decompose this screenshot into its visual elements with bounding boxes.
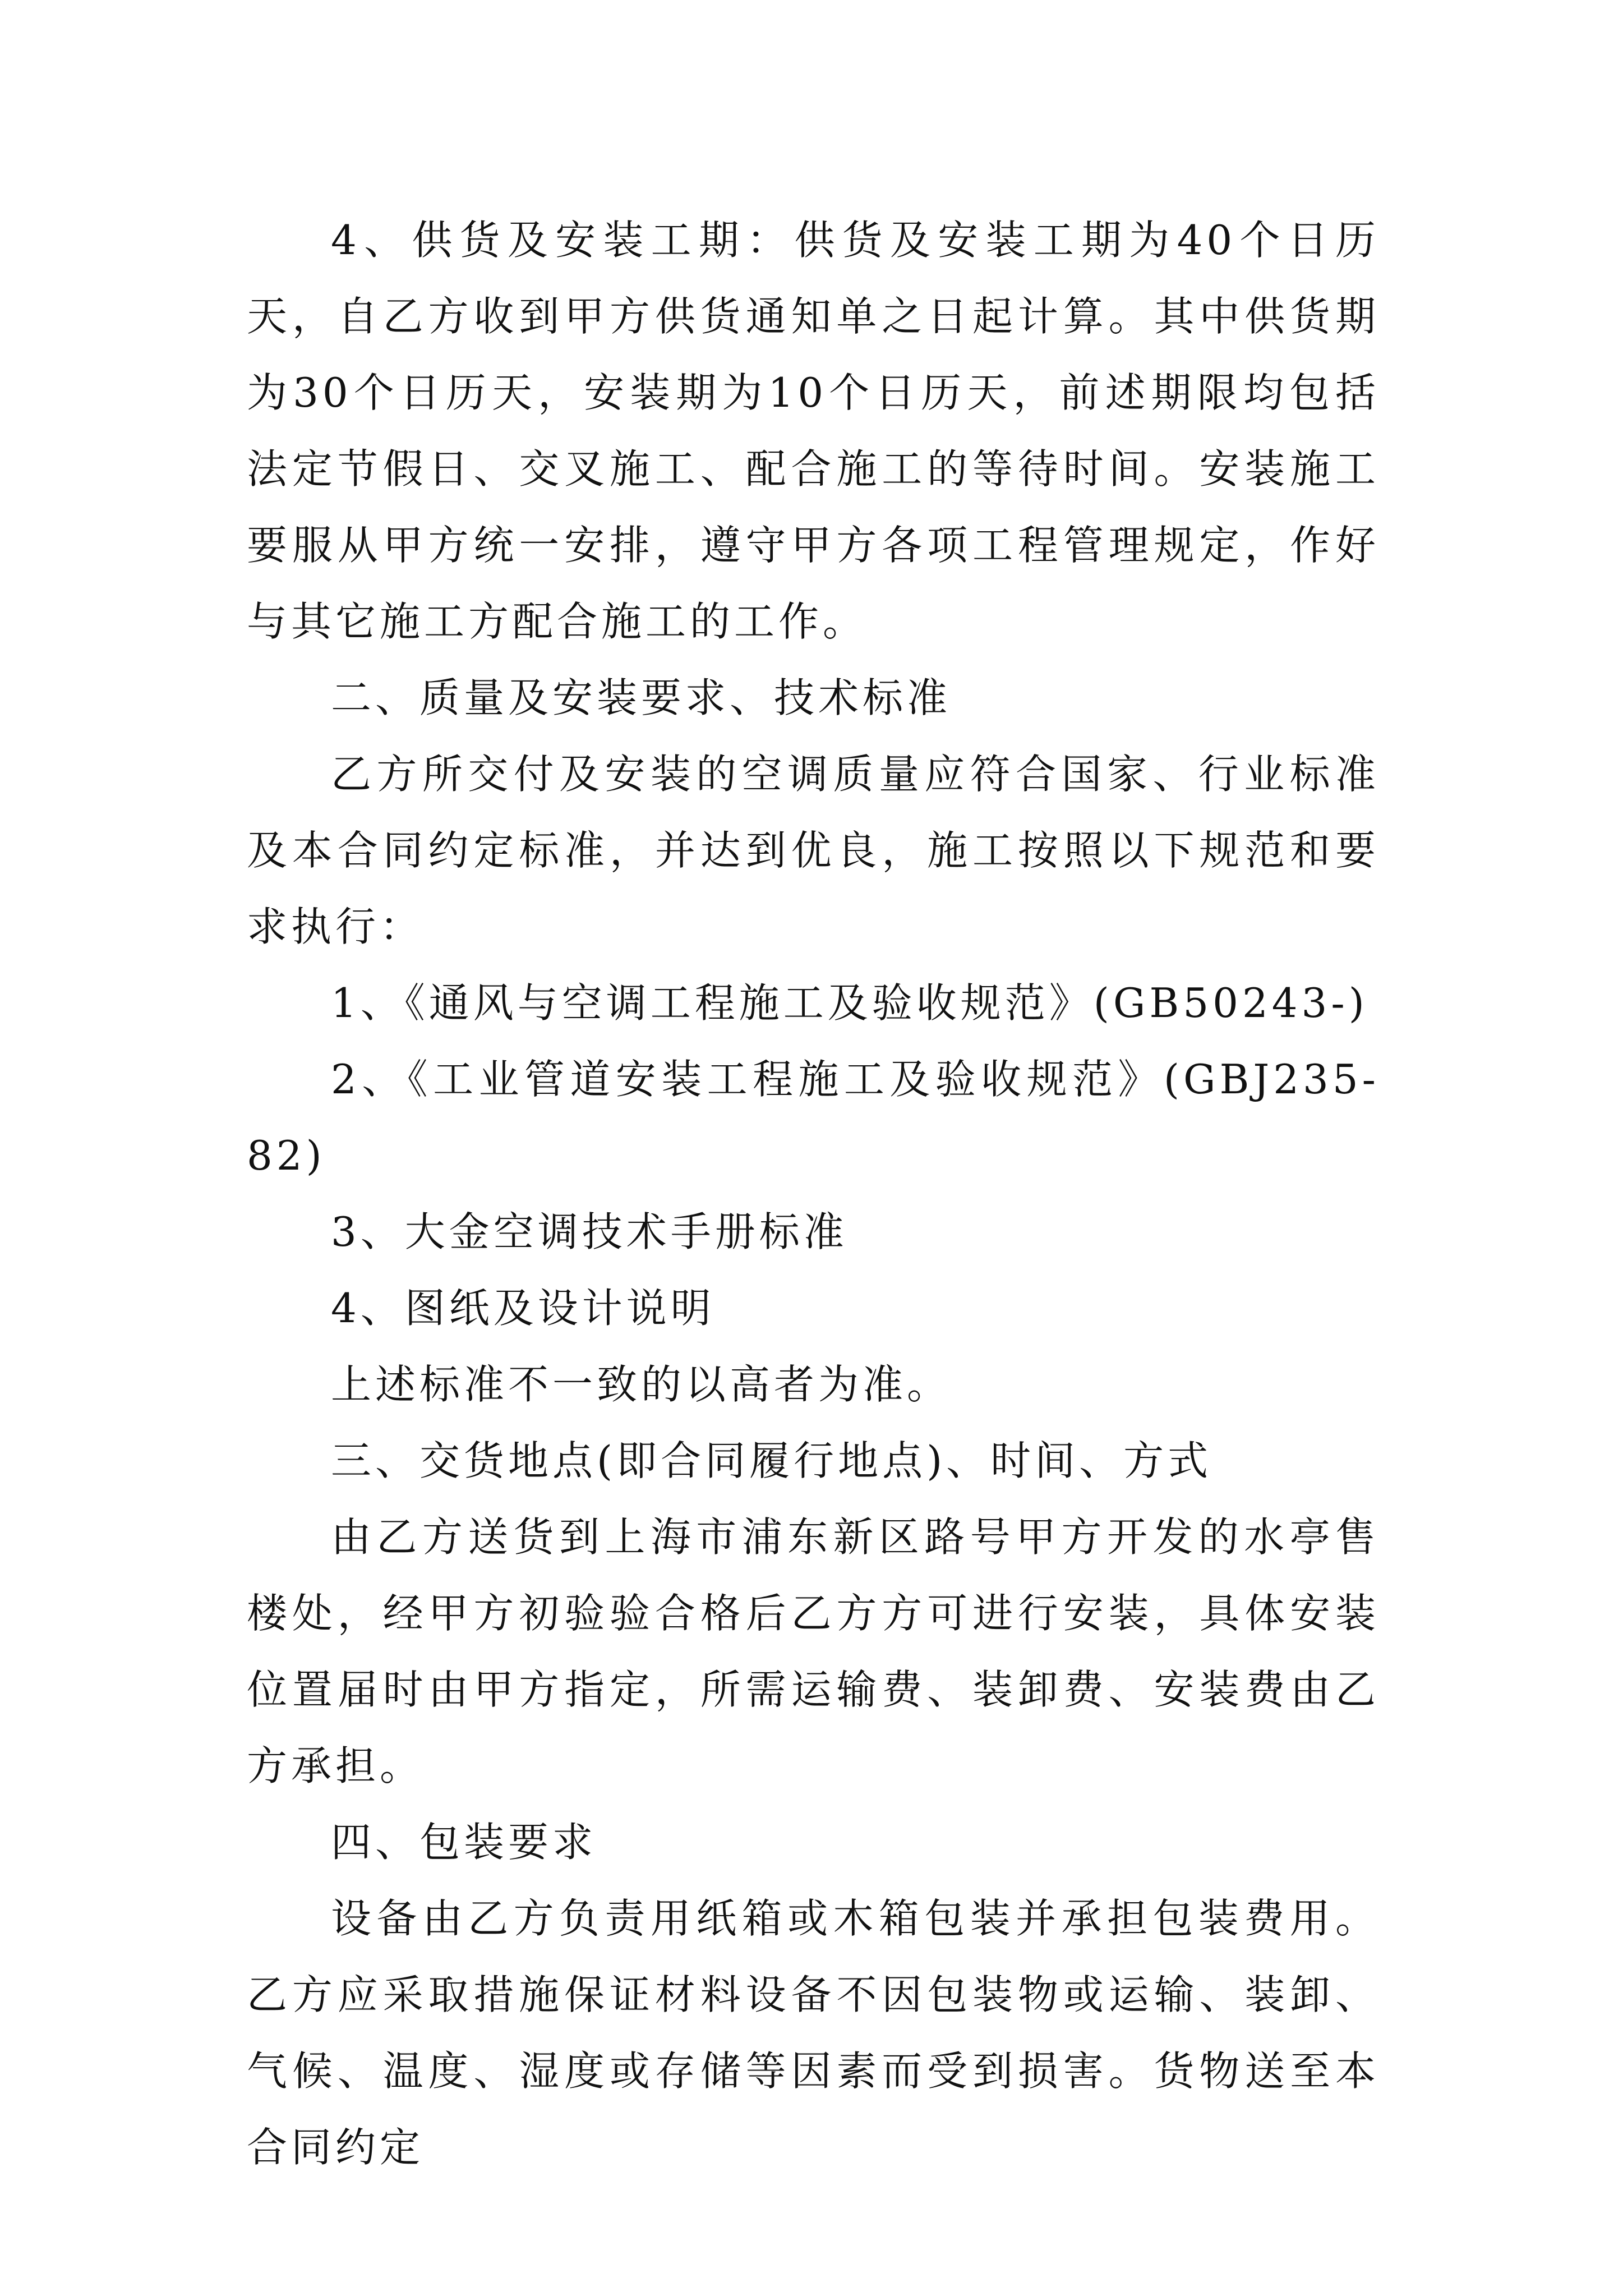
standard-item-1: 1、《通风与空调工程施工及验收规范》(GB50243-)	[331, 979, 1368, 1027]
paragraph-delivery-location: 由乙方送货到上海市浦东新区路号甲方开发的水亭售楼处，经甲方初验验合格后乙方方可进行安装，具体安装位置届时由甲方指定，所需运输费、装卸费、安装费由乙方承担。	[247, 1513, 1380, 1789]
paragraph-delivery-period: 4、供货及安装工期：供货及安装工期为40个日历天，自乙方收到甲方供货通知单之日起计算。其中供货期为30个日历天，安装期为10个日历天，前述期限均包括法定节假日、交叉施工、配合施工的等待时间。安装施工要服从甲方统一安排，遵守甲方各项工程管理规定，作好与其它施工方配合施工的工作。	[247, 217, 1380, 645]
paragraph-quality-standard: 乙方所交付及安装的空调质量应符合国家、行业标准及本合同约定标准，并达到优良，施工按照以下规范和要求执行：	[247, 751, 1380, 950]
paragraph-standard-priority: 上述标准不一致的以高者为准。	[331, 1361, 952, 1408]
standard-item-2: 2、《工业管道安装工程施工及验收规范》(GBJ235-82)	[247, 1056, 1380, 1179]
section-heading-delivery: 三、交货地点(即合同履行地点)、时间、方式	[331, 1437, 1212, 1484]
document-body	[247, 202, 1380, 2185]
section-heading-quality: 二、质量及安装要求、技术标准	[331, 674, 952, 721]
standard-item-4: 4、图纸及设计说明	[331, 1285, 715, 1332]
standard-item-3: 3、大金空调技术手册标准	[331, 1208, 848, 1255]
paragraph-packaging-requirements: 设备由乙方负责用纸箱或木箱包装并承担包装费用。乙方应采取措施保证材料设备不因包装物或运输、装卸、气候、温度、湿度或存储等因素而受到损害。货物送至本合同约定	[247, 1895, 1380, 2171]
section-heading-packaging: 四、包装要求	[331, 1819, 597, 1866]
